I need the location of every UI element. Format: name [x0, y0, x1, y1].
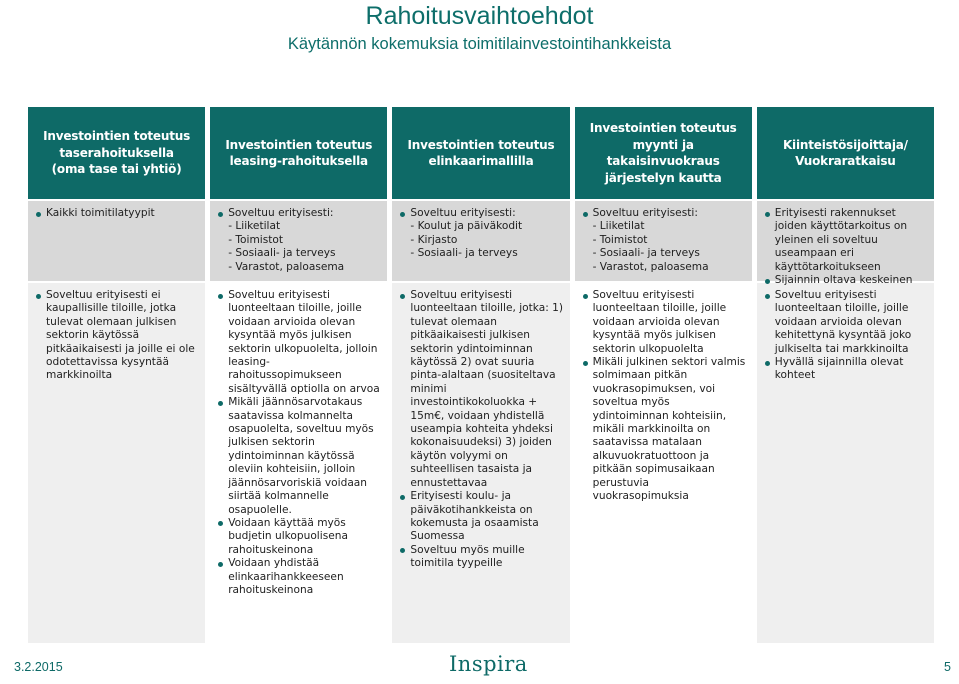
column-header-line: Investointien toteutus: [43, 129, 191, 144]
suitability-cell-1: [28, 201, 205, 281]
sub-item: - Liiketilat: [592, 220, 645, 233]
bullet-item: Soveltuu erityisesti luonteeltaan tiloille, joille voidaan arvioida olevan kysyntää myös julkisen sektorin ulkopuolelta, jolloin leasing-rahoitussopimukseen sisältyvällä optiolla on arvoa: [218, 289, 381, 396]
bullet-item: Kaikki toimitilatyypit: [36, 207, 199, 220]
sub-item: - Sosiaali- ja terveys: [228, 247, 336, 260]
bullet-item: Mikäli julkinen sektori valmis solmimaan pitkän vuokrasopimuksen, voi soveltua myös ydintoiminnan kohteisiin, mikäli markkinoilta on saatavissa matalaan alkuvuokratuottoon ja pitkään sopimusaikaan perustuvia vuokrasopimuksia: [583, 356, 746, 503]
column-header-line: Investointien toteutus: [225, 137, 373, 152]
inspira-logo: Inspira: [449, 652, 528, 676]
details-cell-3: [392, 283, 569, 643]
bullet-item: Hyvällä sijainnilla olevat kohteet: [765, 356, 928, 383]
column-header-5: [757, 107, 934, 199]
bullet-item: Soveltuu erityisesti:: [400, 207, 563, 220]
column-header-line: Investointien toteutus: [407, 137, 555, 152]
column-header-line: taserahoituksella: [59, 145, 174, 160]
details-cell-1: [28, 283, 205, 643]
column-header-line: Investointien toteutus: [589, 121, 737, 135]
page-title: Rahoitusvaihtoehdot: [365, 2, 594, 30]
sub-item: - Varastot, paloasema: [592, 260, 709, 273]
column-header-1: [28, 107, 205, 199]
comparison-table: [28, 107, 934, 643]
bullet-item: Voidaan käyttää myös budjetin ulkopuolisena rahoituskeinona: [218, 517, 381, 557]
bullet-item: Soveltuu erityisesti:: [218, 207, 381, 220]
suitability-cell-4: [575, 201, 752, 281]
bullet-item: Voidaan yhdistää elinkaarihankkeeseen rahoituskeinona: [218, 557, 381, 597]
column-header-line: Kiinteistösijoittaja/: [782, 137, 908, 152]
column-header-line: järjestelyn kautta: [604, 170, 722, 185]
page-number: 5: [944, 660, 951, 674]
footer-date: 3.2.2015: [14, 660, 63, 674]
column-header-line: Vuokraratkaisu: [795, 154, 896, 168]
sub-item: - Toimistot: [592, 233, 648, 246]
sub-item: - Toimistot: [228, 233, 284, 246]
column-header-3: [392, 107, 569, 199]
bullet-item: Sijainnin oltava keskeinen: [765, 274, 928, 287]
suitability-cell-3: [392, 201, 569, 281]
sub-item: - Koulut ja päiväkodit: [410, 220, 523, 233]
sub-item: - Kirjasto: [410, 233, 458, 246]
column-header-line: leasing-rahoituksella: [229, 154, 368, 168]
suitability-cell-2: [210, 201, 387, 281]
details-cell-2: [210, 283, 387, 643]
page-subtitle: Käytännön kokemuksia toimitilainvestointihankkeista: [287, 35, 672, 53]
bullet-item: Soveltuu myös muille toimitila tyypeille: [400, 544, 563, 571]
sub-item: - Liiketilat: [228, 220, 281, 233]
bullet-item: Soveltuu erityisesti luonteeltaan tiloille, jotka: 1) tulevat olemaan pitkäaikaisesti julkisen sektorin ydintoiminnan käytössä 2) ovat suuria pinta-alaltaan (suositeltava minimi investointikokoluokka + 15m€, voidaan yhdistellä useampia kohteita yhdeksi kokonaisuudeksi) 3) joiden käytön volyymi on suhteellisen tasaista ja ennustettavaa: [400, 289, 563, 490]
sub-item: - Sosiaali- ja terveys: [410, 247, 518, 260]
sub-item: - Sosiaali- ja terveys: [592, 247, 700, 260]
bullet-item: Erityisesti rakennukset joiden käyttötarkoitus on yleinen eli soveltuu useampaan eri käyttötarkoitukseen: [765, 207, 928, 274]
column-header-4: [575, 107, 752, 199]
details-cell-4: [575, 283, 752, 643]
bullet-item: Mikäli jäännösarvotakaus saatavissa kolmannelta osapuolelta, soveltuu myös julkisen sektorin ydintoiminnan käytössä oleviin kohteisiin, jolloin jäännösarvoriskiä voidaan siirtää kolmannelle osapuolelle.: [218, 396, 381, 517]
bullet-item: Soveltuu erityisesti:: [583, 207, 746, 220]
suitability-cell-5: [757, 201, 934, 287]
bullet-item: Soveltuu erityisesti luonteeltaan tiloille, joille voidaan arvioida olevan kysyntää myös julkisen sektorin ulkopuolelta: [583, 289, 746, 356]
details-cell-5: [757, 283, 934, 643]
column-header-line: (oma tase tai yhtiö): [51, 162, 182, 177]
bullet-item: Soveltuu erityisesti luonteeltaan tiloille, joille voidaan arvioida olevan kehitettynä kysyntää joko julkiselta tai markkinoilta: [765, 289, 928, 356]
column-header-2: [210, 107, 387, 199]
sub-item: - Varastot, paloasema: [228, 260, 345, 273]
column-header-line: elinkaarimallilla: [428, 154, 534, 168]
column-header-line: myynti ja takaisinvuokraus: [606, 137, 720, 168]
bullet-item: Soveltuu erityisesti ei kaupallisille tiloille, jotka tulevat olemaan julkisen sektorin käytössä pitkäaikaisesti ja joille ei ole odotettavissa kysyntää markkinoilta: [36, 289, 199, 383]
bullet-item: Erityisesti koulu- ja päiväkotihankkeista on kokemusta ja osaamista Suomessa: [400, 490, 563, 544]
